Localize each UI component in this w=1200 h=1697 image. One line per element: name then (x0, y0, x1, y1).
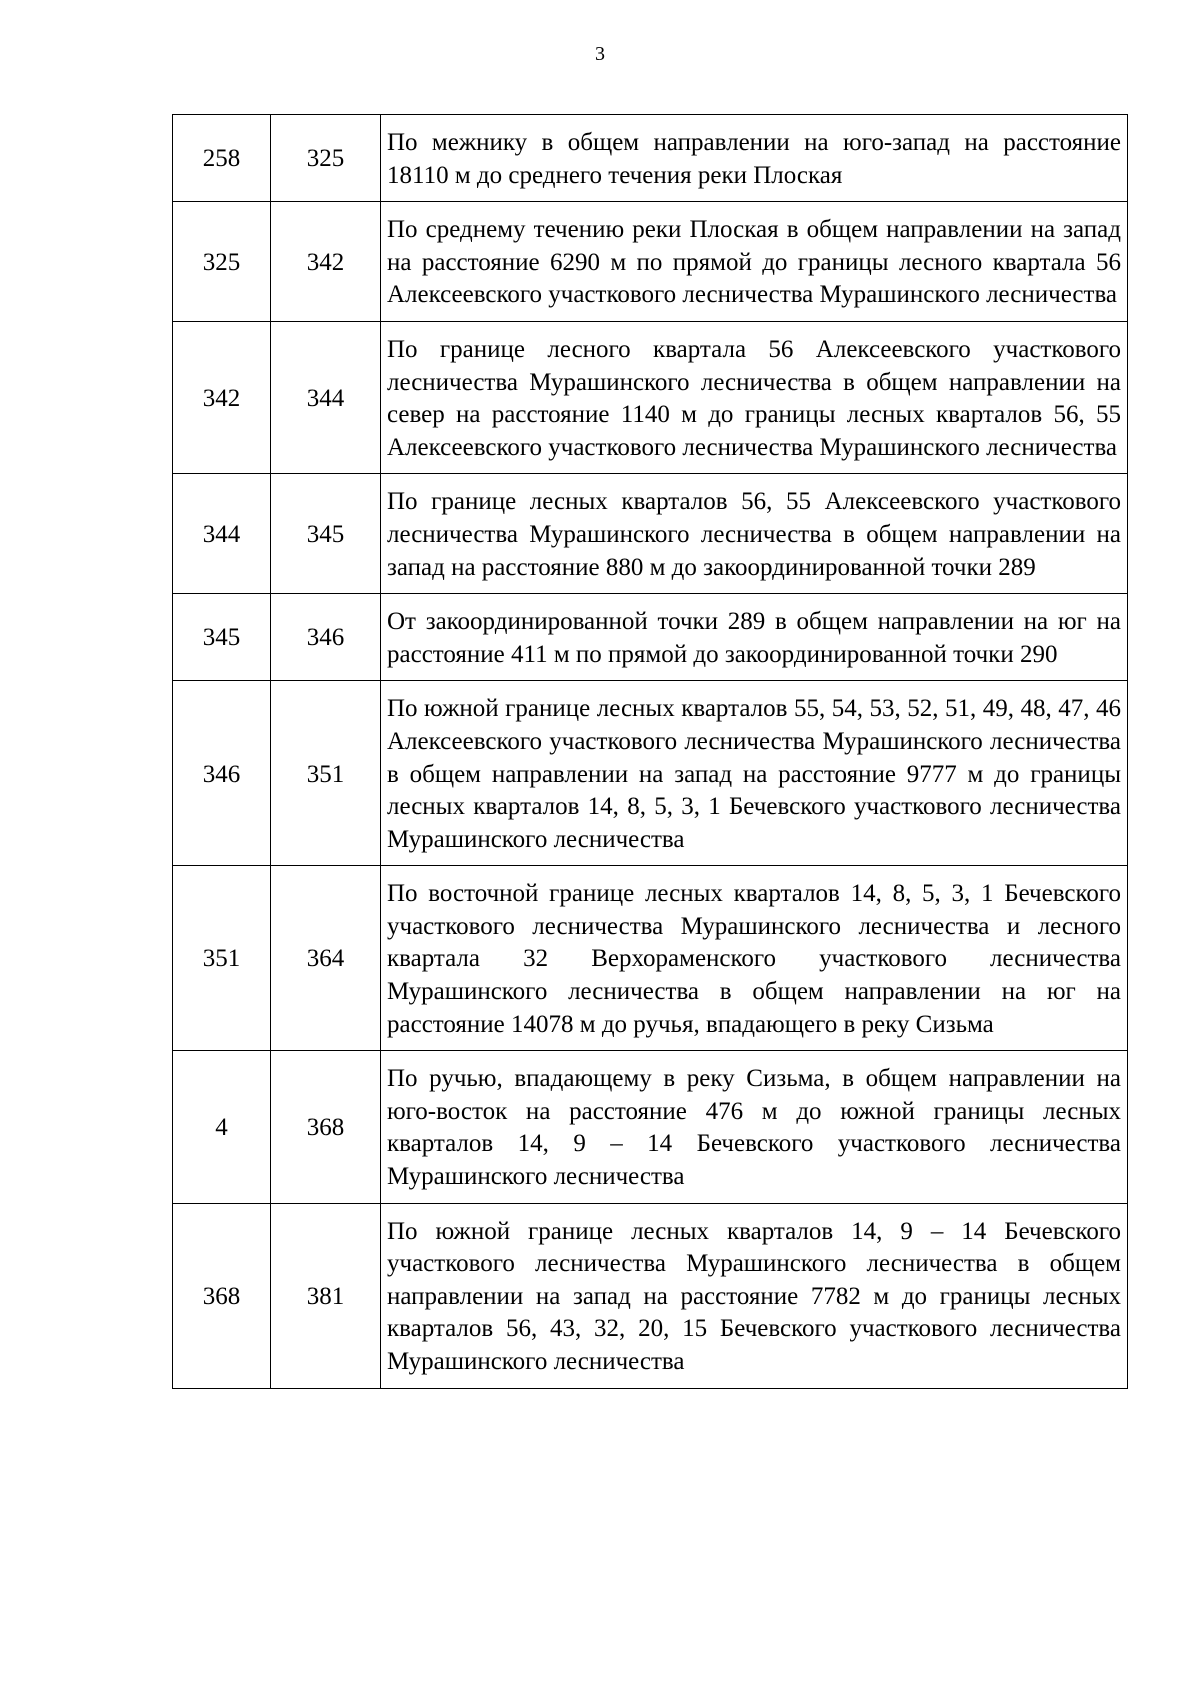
from-point-cell: 325 (173, 202, 271, 322)
boundary-description-cell: По южной границе лесных кварталов 14, 9 – 14 Бечевского участкового лесничества Мурашинского лесничества в общем направлении на запад на расстояние 7782 м до границы лесных кварталов 56, 43, 32, 20, 15 Бечевского участкового лесничества Мурашинского лесничества (381, 1203, 1128, 1388)
table-row (173, 1051, 1128, 1203)
table-row (173, 202, 1128, 322)
to-point-cell: 346 (271, 594, 381, 681)
table-row (173, 866, 1128, 1051)
boundary-description-cell: По южной границе лесных кварталов 55, 54, 53, 52, 51, 49, 48, 47, 46 Алексеевского участкового лесничества Мурашинского лесничества в общем направлении на запад на расстояние 9777 м до границы лесных кварталов 14, 8, 5, 3, 1 Бечевского участкового лесничества Мурашинского лесничества (381, 681, 1128, 866)
table-row (173, 115, 1128, 202)
to-point-cell: 364 (271, 866, 381, 1051)
boundary-description-cell: По ручью, впадающему в реку Сизьма, в общем направлении на юго-восток на расстояние 476 м до южной границы лесных кварталов 14, 9 – 14 Бечевского участкового лесничества Мурашинского лесничества (381, 1051, 1128, 1203)
boundary-description-cell: По границе лесных кварталов 56, 55 Алексеевского участкового лесничества Мурашинского лесничества в общем направлении на запад на расстояние 880 м до закоординированной точки 289 (381, 474, 1128, 594)
from-point-cell: 368 (173, 1203, 271, 1388)
from-point-cell: 345 (173, 594, 271, 681)
to-point-cell: 351 (271, 681, 381, 866)
boundary-description-cell: По восточной границе лесных кварталов 14, 8, 5, 3, 1 Бечевского участкового лесничества Мурашинского лесничества и лесного квартала 32 Верхораменского участкового лесничества Мурашинского лесничества в общем направлении на юг на расстояние 14078 м до ручья, впадающего в реку Сизьма (381, 866, 1128, 1051)
from-point-cell: 342 (173, 321, 271, 473)
table-row (173, 594, 1128, 681)
to-point-cell: 381 (271, 1203, 381, 1388)
boundary-description-cell: По среднему течению реки Плоская в общем направлении на запад на расстояние 6290 м по прямой до границы лесного квартала 56 Алексеевского участкового лесничества Мурашинского лесничества (381, 202, 1128, 322)
table-row (173, 1203, 1128, 1388)
table-row (173, 474, 1128, 594)
to-point-cell: 345 (271, 474, 381, 594)
table-row (173, 681, 1128, 866)
to-point-cell: 344 (271, 321, 381, 473)
boundary-description-table (172, 114, 1128, 1389)
from-point-cell: 351 (173, 866, 271, 1051)
from-point-cell: 258 (173, 115, 271, 202)
to-point-cell: 342 (271, 202, 381, 322)
to-point-cell: 368 (271, 1051, 381, 1203)
from-point-cell: 346 (173, 681, 271, 866)
table-body (173, 115, 1128, 1389)
boundary-description-cell: От закоординированной точки 289 в общем направлении на юг на расстояние 411 м по прямой до закоординированной точки 290 (381, 594, 1128, 681)
boundary-description-cell: По границе лесного квартала 56 Алексеевского участкового лесничества Мурашинского лесничества в общем направлении на север на расстояние 1140 м до границы лесных кварталов 56, 55 Алексеевского участкового лесничества Мурашинского лесничества (381, 321, 1128, 473)
from-point-cell: 4 (173, 1051, 271, 1203)
from-point-cell: 344 (173, 474, 271, 594)
page-number: 3 (595, 43, 605, 65)
to-point-cell: 325 (271, 115, 381, 202)
boundary-description-cell: По межнику в общем направлении на юго-запад на расстояние 18110 м до среднего течения реки Плоская (381, 115, 1128, 202)
table-row (173, 321, 1128, 473)
